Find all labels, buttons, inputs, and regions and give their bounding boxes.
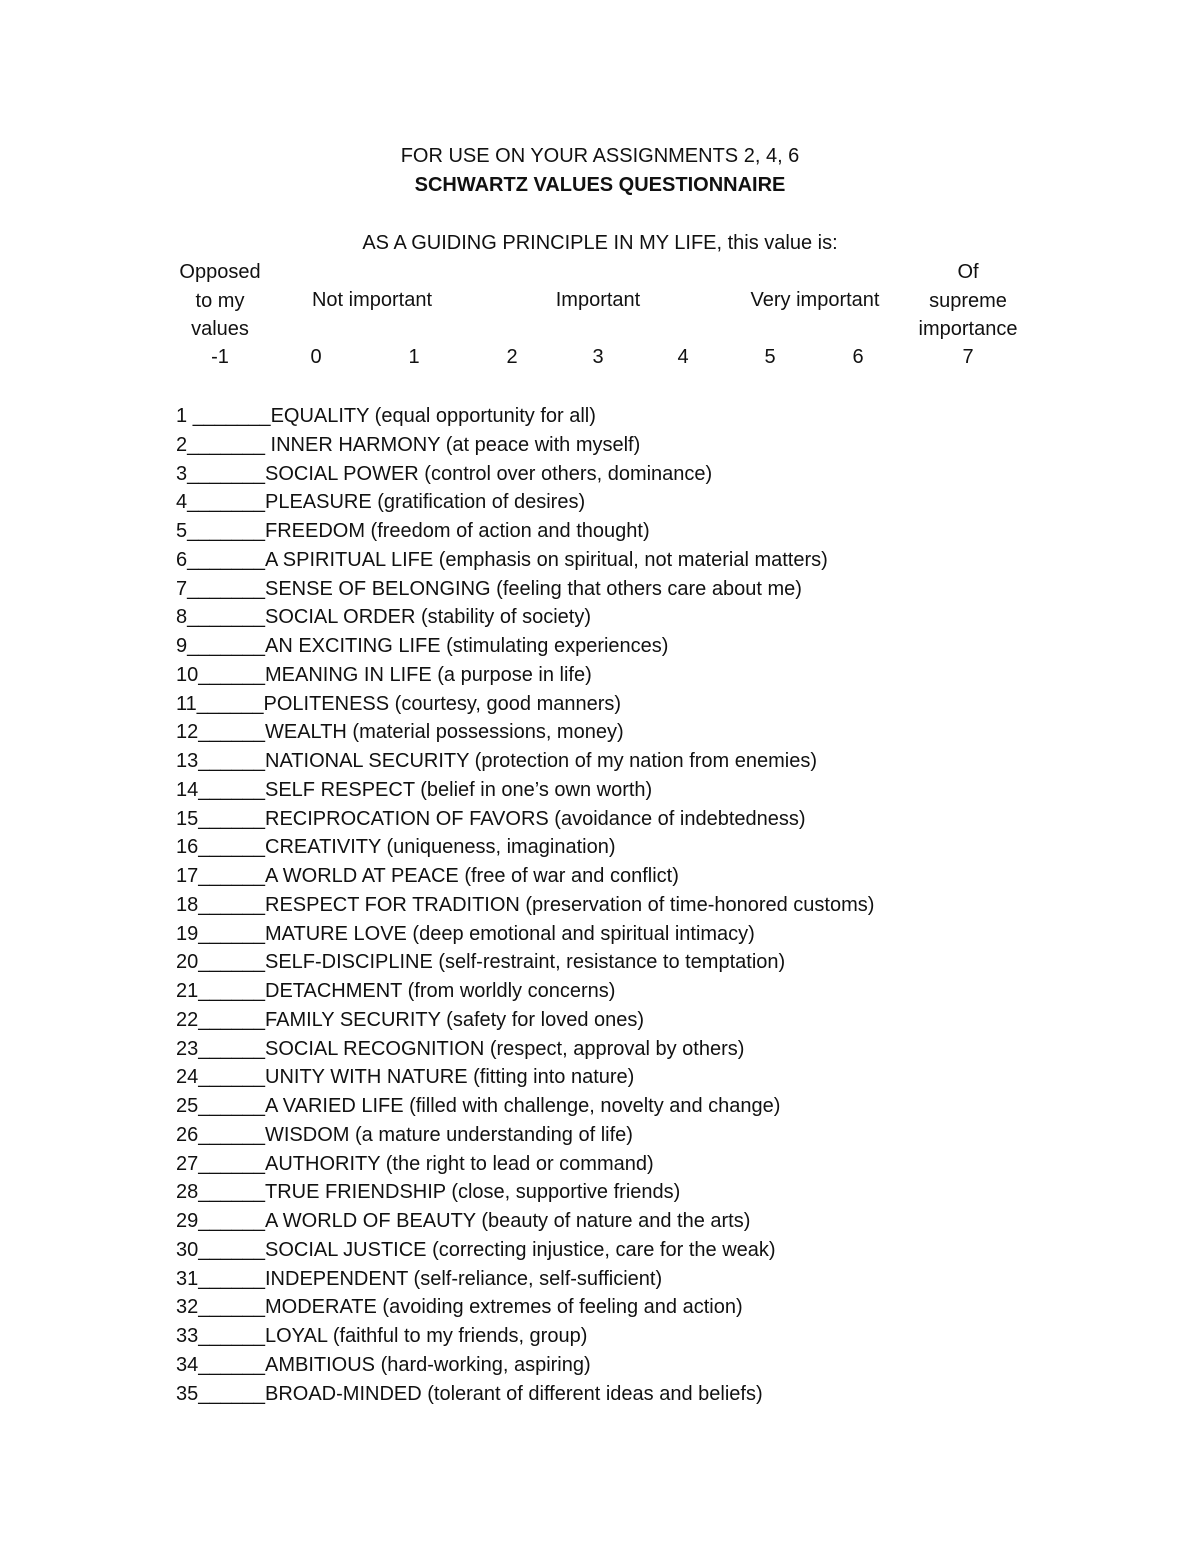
value-description: SOCIAL POWER (control over others, dominance) [265, 462, 713, 485]
item-number: 8 [176, 606, 188, 629]
value-description: SENSE OF BELONGING (feeling that others care about me) [265, 577, 802, 600]
value-item [176, 862, 874, 891]
answer-blank[interactable]: ______ [198, 893, 265, 916]
answer-blank[interactable]: ______ [198, 721, 265, 744]
answer-blank[interactable]: ______ [198, 1123, 265, 1146]
answer-blank[interactable]: ______ [196, 692, 264, 715]
value-item [176, 575, 874, 604]
answer-blank[interactable]: ______ [198, 663, 265, 686]
scale-label-opposed [170, 258, 270, 344]
scale-label-line: Opposed [179, 261, 261, 283]
answer-blank[interactable]: ______ [198, 980, 265, 1002]
item-number: 35 [176, 1382, 199, 1405]
answer-blank[interactable]: _______ [187, 635, 265, 657]
scale-label-line: Of [957, 261, 979, 283]
scale-label-line: supreme [929, 289, 1007, 312]
value-description: UNITY WITH NATURE (fitting into nature) [265, 1066, 635, 1089]
scale-label-not-important: Not important [311, 289, 433, 311]
item-number: 21 [176, 980, 199, 1002]
item-number: 32 [176, 1296, 199, 1319]
answer-blank[interactable]: _______ [187, 606, 265, 629]
value-description: SOCIAL RECOGNITION (respect, approval by others) [265, 1037, 745, 1060]
answer-blank[interactable]: ______ [198, 1152, 265, 1175]
value-item [176, 690, 874, 719]
value-item [176, 1035, 874, 1064]
value-description: INDEPENDENT (self-reliance, self-sufficient) [265, 1267, 663, 1290]
instruction-text: AS A GUIDING PRINCIPLE IN MY LIFE, this value is: [362, 232, 838, 254]
answer-blank[interactable]: ______ [198, 778, 265, 801]
scale-label-very-important: Very important [750, 289, 880, 311]
scale-number: 3 [592, 346, 604, 368]
value-description: A VARIED LIFE (filled with challenge, novelty and change) [265, 1095, 781, 1117]
value-item [176, 747, 874, 776]
item-number: 5 [176, 520, 188, 542]
value-item [176, 632, 874, 661]
answer-blank[interactable]: _______ [187, 491, 265, 514]
item-number: 19 [176, 922, 199, 945]
item-number: 10 [176, 663, 199, 686]
answer-blank[interactable]: ______ [198, 1382, 265, 1405]
scale-number: 1 [408, 346, 420, 368]
scale-number: 4 [677, 346, 689, 368]
answer-blank[interactable]: _______ [187, 520, 265, 542]
assignment-note: FOR USE ON YOUR ASSIGNMENTS 2, 4, 6 [400, 145, 800, 167]
item-number: 7 [176, 577, 188, 600]
value-item [176, 1380, 874, 1409]
value-item [176, 1293, 874, 1322]
value-item [176, 1178, 874, 1207]
answer-blank[interactable]: ______ [198, 1066, 265, 1089]
item-number: 20 [176, 951, 199, 974]
value-description: AUTHORITY (the right to lead or command) [265, 1152, 654, 1175]
answer-blank[interactable]: ______ [198, 1296, 265, 1319]
item-number: 9 [176, 635, 188, 657]
answer-blank[interactable]: ______ [198, 1008, 265, 1031]
value-description: AN EXCITING LIFE (stimulating experiences) [265, 635, 669, 657]
value-item [176, 718, 874, 747]
scale-label-line: values [191, 318, 249, 340]
value-item [176, 833, 874, 862]
value-item-list [176, 402, 874, 1408]
answer-blank[interactable]: ______ [198, 750, 265, 772]
value-description: WISDOM (a mature understanding of life) [265, 1123, 633, 1146]
answer-blank[interactable]: ______ [198, 807, 265, 830]
item-number: 23 [176, 1037, 199, 1060]
answer-blank[interactable]: ______ [198, 1325, 265, 1347]
item-number: 17 [176, 865, 199, 887]
value-description: PLEASURE (gratification of desires) [265, 491, 586, 514]
answer-blank[interactable]: ______ [198, 951, 265, 974]
item-number: 4 [176, 491, 188, 514]
answer-blank[interactable]: ______ [198, 1095, 265, 1117]
value-item [176, 603, 874, 632]
scale-label-important: Important [555, 289, 641, 311]
value-description: SOCIAL JUSTICE (correcting injustice, care for the weak) [265, 1238, 776, 1261]
item-number: 27 [176, 1152, 199, 1175]
value-item [176, 517, 874, 546]
scale-number: 7 [962, 346, 974, 368]
answer-blank[interactable]: _______ [187, 462, 265, 485]
value-item [176, 1351, 874, 1380]
item-number: 22 [176, 1008, 199, 1031]
value-item [176, 1063, 874, 1092]
value-description: A WORLD AT PEACE (free of war and conflict) [265, 865, 679, 887]
value-item [176, 891, 874, 920]
answer-blank[interactable]: ______ [198, 1353, 265, 1376]
value-item [176, 1150, 874, 1179]
value-item [176, 402, 874, 431]
value-item [176, 1006, 874, 1035]
scale-label-line: importance [918, 318, 1018, 340]
item-number: 12 [176, 721, 199, 744]
value-item [176, 431, 874, 460]
answer-blank[interactable]: _______ [192, 405, 271, 427]
value-description: A WORLD OF BEAUTY (beauty of nature and the arts) [265, 1210, 751, 1232]
value-item [176, 1236, 874, 1265]
answer-blank[interactable]: ______ [198, 1238, 265, 1261]
answer-blank[interactable]: ______ [198, 865, 265, 887]
value-description: MEANING IN LIFE (a purpose in life) [265, 663, 592, 686]
scale-number: 6 [852, 346, 864, 368]
item-number: 15 [176, 807, 199, 830]
item-number: 31 [176, 1267, 199, 1290]
item-number: 24 [176, 1066, 199, 1089]
item-number: 18 [176, 893, 199, 916]
answer-blank[interactable]: ______ [198, 922, 265, 945]
value-description: AMBITIOUS (hard-working, aspiring) [265, 1353, 591, 1376]
value-item [176, 948, 874, 977]
value-item [176, 1121, 874, 1150]
item-number: 11 [176, 692, 197, 715]
value-description: SELF-DISCIPLINE (self-restraint, resistance to temptation) [265, 951, 786, 974]
value-item [176, 488, 874, 517]
value-description: NATIONAL SECURITY (protection of my nation from enemies) [265, 750, 818, 772]
value-description: MODERATE (avoiding extremes of feeling and action) [265, 1296, 743, 1319]
item-number: 34 [176, 1353, 199, 1376]
value-description: SELF RESPECT (belief in one’s own worth) [265, 778, 653, 801]
item-number: 1 [176, 405, 193, 427]
scale-number: 2 [506, 346, 518, 368]
answer-blank[interactable]: ______ [198, 836, 265, 859]
scale-label-supreme [908, 258, 1028, 344]
value-description: FAMILY SECURITY (safety for loved ones) [265, 1008, 645, 1031]
scale-number: -1 [211, 346, 229, 368]
answer-blank[interactable]: ______ [198, 1037, 265, 1060]
value-description: WEALTH (material possessions, money) [265, 721, 624, 744]
answer-blank[interactable]: ______ [198, 1210, 265, 1232]
answer-blank[interactable]: ______ [198, 1181, 265, 1204]
value-item [176, 1322, 874, 1351]
value-description: BROAD-MINDED (tolerant of different ideas and beliefs) [265, 1382, 763, 1405]
value-description: MATURE LOVE (deep emotional and spiritual intimacy) [265, 922, 755, 945]
answer-blank[interactable]: _______ [187, 433, 271, 456]
answer-blank[interactable]: _______ [187, 577, 265, 600]
item-number: 13 [176, 750, 199, 772]
scale-number: 5 [764, 346, 776, 368]
item-number: 30 [176, 1238, 199, 1261]
value-item [176, 1265, 874, 1294]
item-number: 28 [176, 1181, 199, 1204]
value-description: TRUE FRIENDSHIP (close, supportive friends) [265, 1181, 681, 1204]
item-number: 29 [176, 1210, 199, 1232]
item-number: 14 [176, 778, 199, 801]
item-number: 6 [176, 548, 188, 571]
value-item [176, 776, 874, 805]
value-description: SOCIAL ORDER (stability of society) [265, 606, 592, 629]
value-description: FREEDOM (freedom of action and thought) [265, 520, 650, 542]
value-item [176, 1207, 874, 1236]
value-description: DETACHMENT (from worldly concerns) [265, 980, 616, 1002]
page-title: SCHWARTZ VALUES QUESTIONNAIRE [414, 174, 786, 196]
value-description: POLITENESS (courtesy, good manners) [263, 692, 622, 715]
value-item [176, 546, 874, 575]
item-number: 26 [176, 1123, 199, 1146]
value-description: LOYAL (faithful to my friends, group) [265, 1325, 588, 1347]
value-item [176, 805, 874, 834]
value-item [176, 920, 874, 949]
item-number: 3 [176, 462, 188, 485]
value-description: A SPIRITUAL LIFE (emphasis on spiritual, not material matters) [265, 548, 828, 571]
value-description: INNER HARMONY (at peace with myself) [270, 433, 641, 456]
value-item [176, 661, 874, 690]
value-description: EQUALITY (equal opportunity for all) [270, 405, 596, 427]
item-number: 16 [176, 836, 199, 859]
item-number: 33 [176, 1325, 199, 1347]
scale-number: 0 [310, 346, 322, 368]
value-item [176, 1092, 874, 1121]
value-description: RECIPROCATION OF FAVORS (avoidance of indebtedness) [265, 807, 806, 830]
answer-blank[interactable]: ______ [198, 1267, 265, 1290]
value-item [176, 977, 874, 1006]
answer-blank[interactable]: _______ [187, 548, 265, 571]
value-item [176, 460, 874, 489]
scale-label-line: to my [195, 289, 245, 312]
item-number: 25 [176, 1095, 199, 1117]
value-description: CREATIVITY (uniqueness, imagination) [265, 836, 616, 859]
item-number: 2 [176, 433, 188, 456]
value-description: RESPECT FOR TRADITION (preservation of time-honored customs) [265, 893, 875, 916]
